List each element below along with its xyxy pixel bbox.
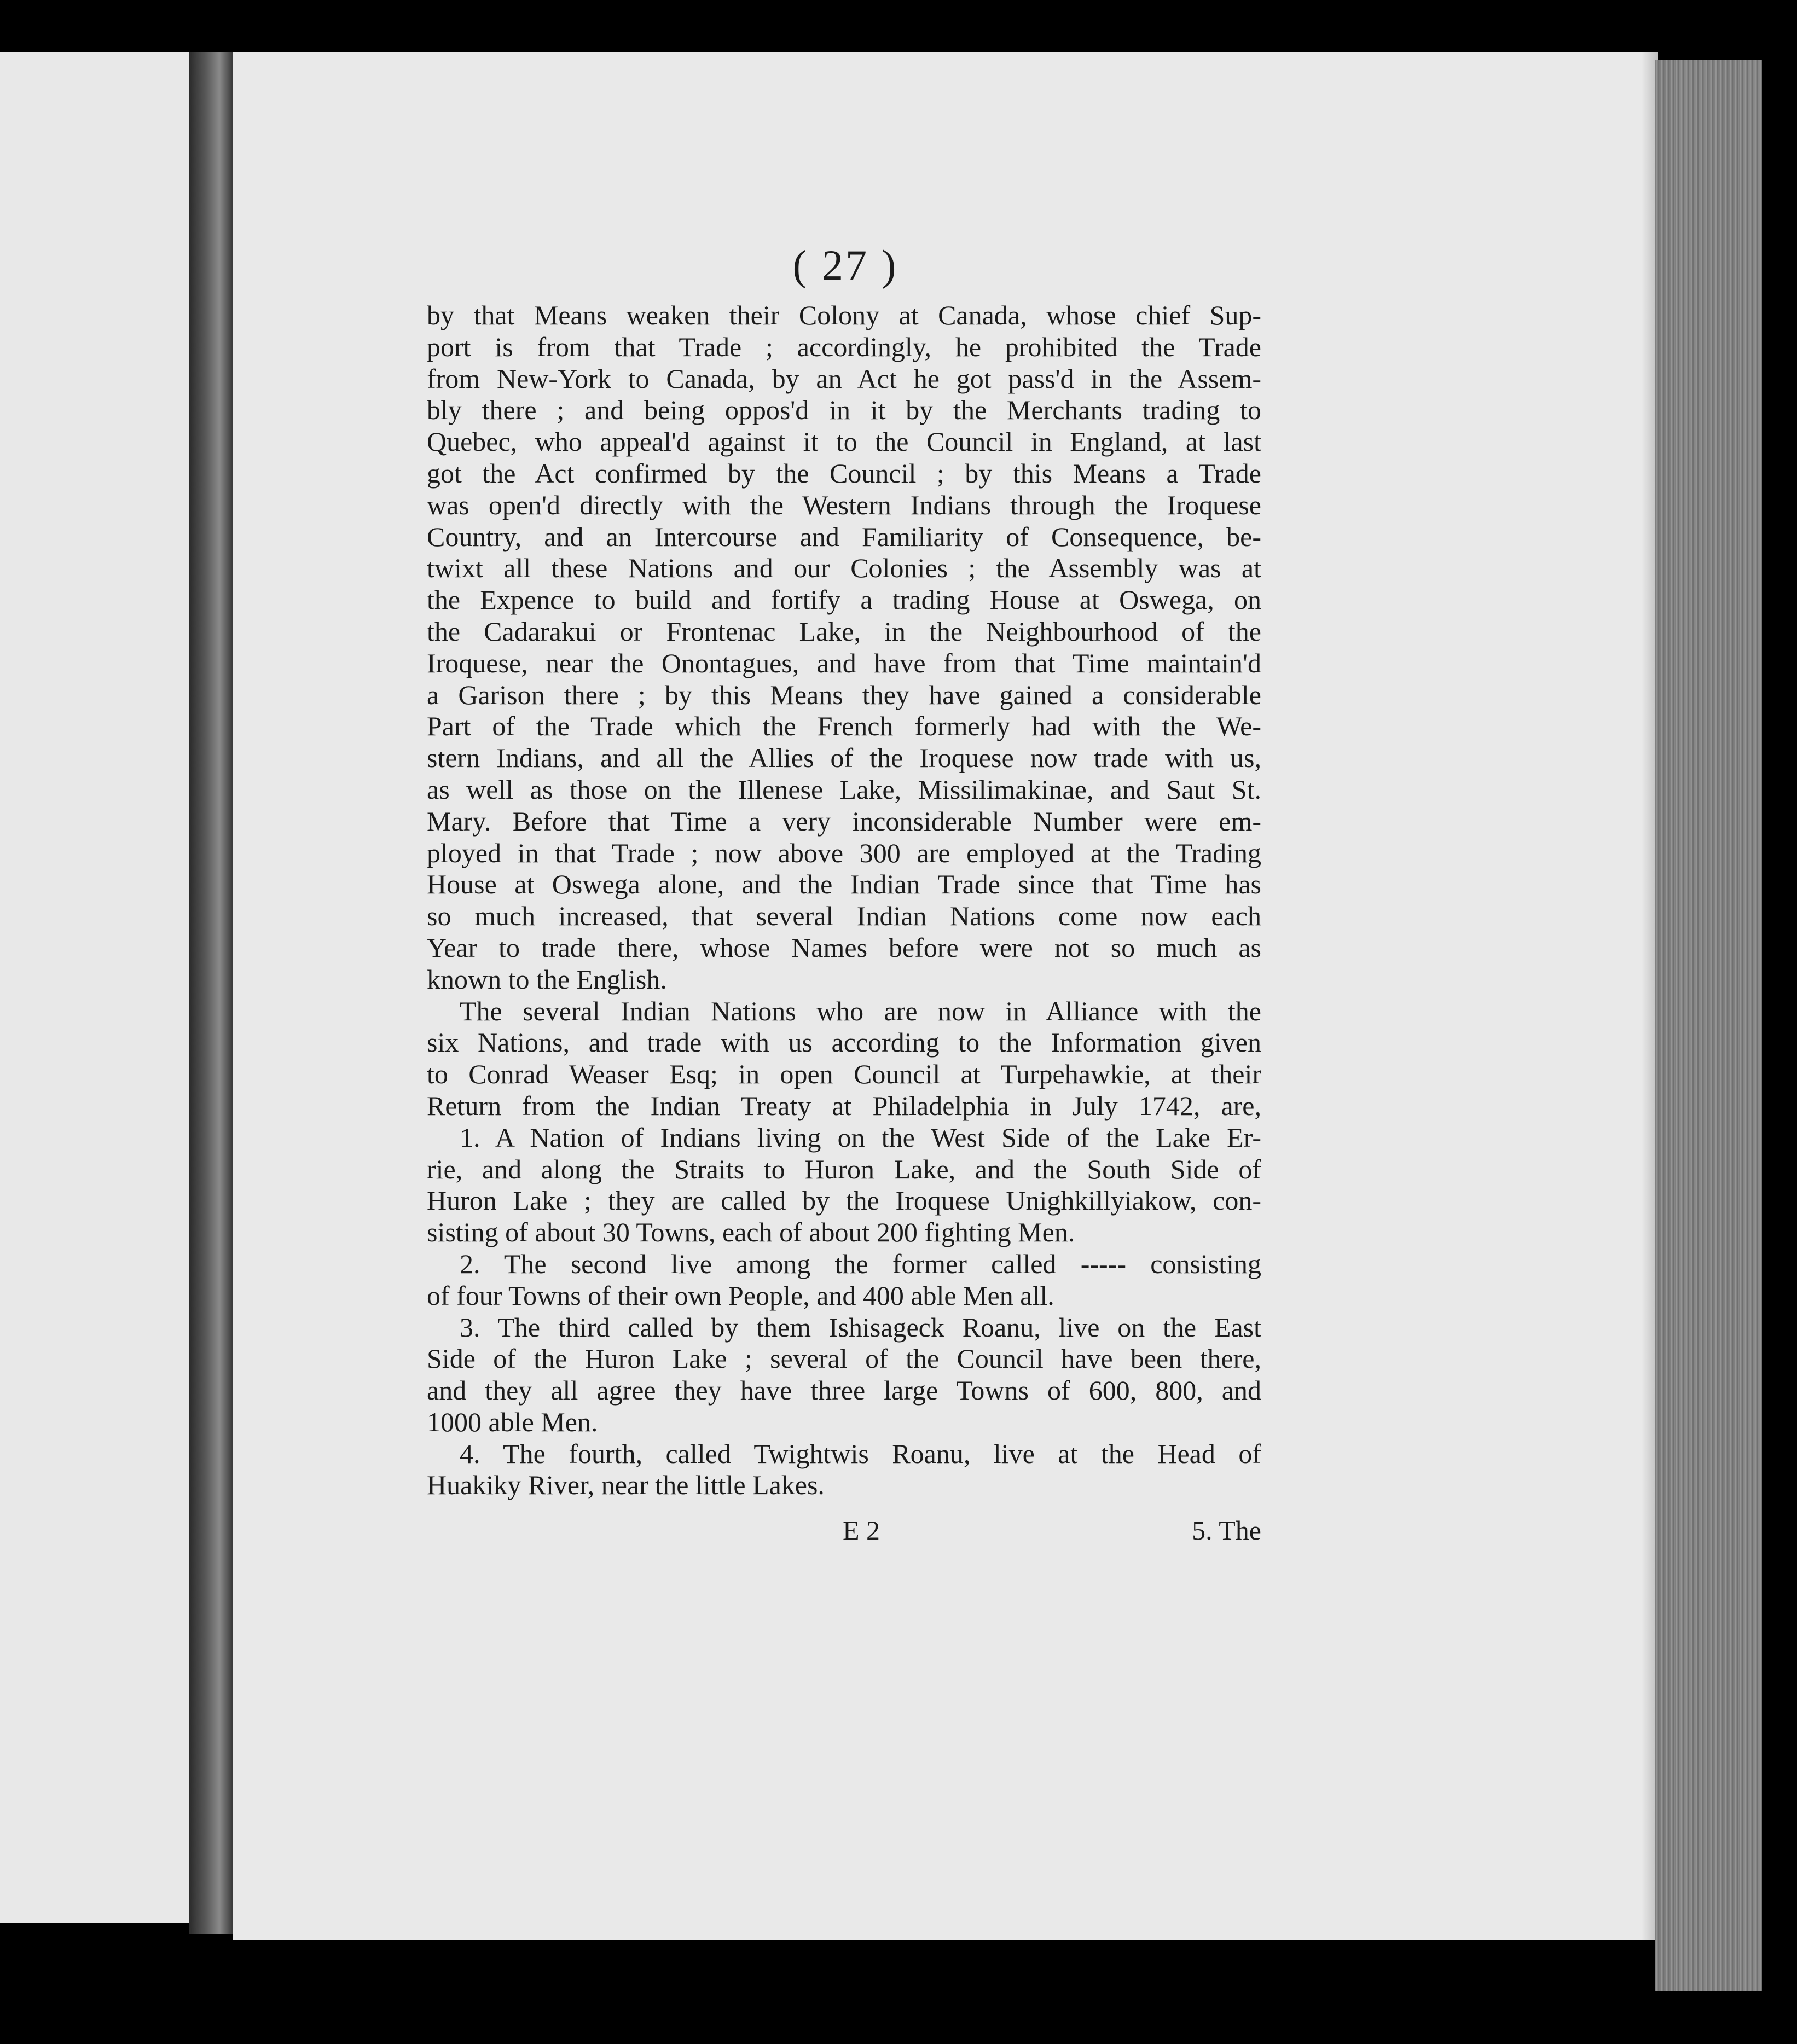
text-line: bly there ; and being oppos'd in it by the Merchants trading to — [427, 394, 1261, 426]
text-line: stern Indians, and all the Allies of the Iroquese now trade with us, — [427, 742, 1261, 774]
text-line: the Expence to build and fortify a trading House at Oswega, on — [427, 584, 1261, 615]
text-line: ployed in that Trade ; now above 300 are employed at the Trading — [427, 837, 1261, 868]
book-gutter — [189, 52, 233, 1934]
text-line: 2. The second live among the former called ----- consisting — [460, 1248, 1261, 1279]
text-line: The several Indian Nations who are now in Alliance with the — [460, 995, 1261, 1026]
text-line: Return from the Indian Treaty at Philadelphia in July 1742, are, — [427, 1090, 1261, 1121]
text-line: Iroquese, near the Onontagues, and have from that Time maintain'd — [427, 647, 1261, 678]
text-line: six Nations, and trade with us according to the Information given — [427, 1027, 1261, 1058]
text-line: got the Act confirmed by the Council ; by this Means a Trade — [427, 457, 1261, 489]
text-line: Huron Lake ; they are called by the Iroquese Unighkillyiakow, con- — [427, 1185, 1261, 1216]
body-text — [427, 300, 1261, 1501]
page-number: ( 27 ) — [792, 241, 898, 289]
text-line: House at Oswega alone, and the Indian Trade since that Time has — [427, 869, 1261, 900]
text-line: was open'd directly with the Western Indians through the Iroquese — [427, 489, 1261, 520]
text-line: rie, and along the Straits to Huron Lake, and the South Side of — [427, 1153, 1261, 1184]
text-line: so much increased, that several Indian Nations come now each — [427, 901, 1261, 932]
text-line: 3. The third called by them Ishisageck Roanu, live on the East — [460, 1311, 1261, 1343]
text-line: Side of the Huron Lake ; several of the Council have been there, — [427, 1343, 1261, 1374]
signature-mark: E 2 — [843, 1515, 880, 1546]
text-line: Quebec, who appeal'd against it to the Council in England, at last — [427, 426, 1261, 457]
page-footer — [427, 1514, 1261, 1547]
text-line: twixt all these Nations and our Colonies ; the Assembly was at — [427, 553, 1261, 584]
text-line: sisting of about 30 Towns, each of about 200 fighting Men. — [427, 1217, 1075, 1248]
text-line: Mary. Before that Time a very inconsiderable Number were em- — [427, 805, 1261, 837]
text-line: known to the English. — [427, 963, 667, 995]
text-line: Huakiky River, near the little Lakes. — [427, 1470, 825, 1501]
book-fore-edge — [1655, 60, 1762, 1991]
text-line: 4. The fourth, called Twightwis Roanu, live at the Head of — [460, 1438, 1261, 1469]
catchword: 5. The — [1192, 1515, 1261, 1546]
text-line: from New-York to Canada, by an Act he got pass'd in the Assem- — [427, 363, 1261, 394]
text-line: a Garison there ; by this Means they have gained a considerable — [427, 679, 1261, 710]
text-line: Part of the Trade which the French formerly had with the We- — [427, 711, 1261, 742]
previous-page-edge — [0, 52, 189, 1923]
text-line: port is from that Trade ; accordingly, he prohibited the Trade — [427, 331, 1261, 362]
text-line: 1000 able Men. — [427, 1406, 598, 1437]
text-line: 1. A Nation of Indians living on the West Side of the Lake Er- — [460, 1122, 1261, 1153]
text-line: the Cadarakui or Frontenac Lake, in the Neighbourhood of the — [427, 615, 1261, 647]
text-line: to Conrad Weaser Esq; in open Council at Turpehawkie, at their — [427, 1059, 1261, 1090]
text-line: as well as those on the Illenese Lake, Missilimakinae, and Saut St. — [427, 774, 1261, 805]
text-line: and they all agree they have three large Towns of 600, 800, and — [427, 1375, 1261, 1406]
text-line: of four Towns of their own People, and 400 able Men all. — [427, 1280, 1054, 1311]
text-line: Year to trade there, whose Names before were not so much as — [427, 932, 1261, 963]
text-line: Country, and an Intercourse and Familiarity of Consequence, be- — [427, 521, 1261, 552]
text-line: by that Means weaken their Colony at Canada, whose chief Sup- — [427, 300, 1261, 330]
